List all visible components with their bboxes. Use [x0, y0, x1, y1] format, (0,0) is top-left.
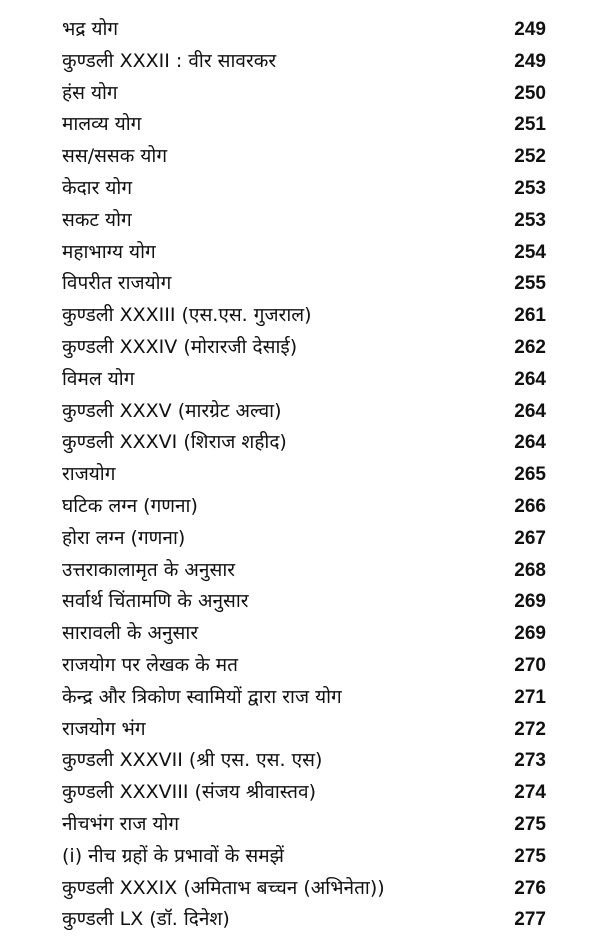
- toc-entry-page: 264: [514, 400, 546, 422]
- toc-entry: [62, 904, 546, 936]
- toc-entry-page: 254: [514, 241, 546, 263]
- toc-entry: [62, 332, 546, 364]
- toc-entry-page: 269: [514, 623, 546, 645]
- toc-entry: [62, 523, 546, 555]
- toc-entry-page: 261: [514, 305, 546, 327]
- toc-entry: [62, 777, 546, 809]
- toc-entry-title: विमल योग: [62, 367, 135, 390]
- toc-entry-page: 269: [514, 591, 546, 613]
- toc-entry: [62, 427, 546, 459]
- toc-entry-title: राजयोग: [62, 463, 116, 486]
- toc-entry-title: कुण्डली XXXVII (श्री एस. एस. एस): [62, 749, 323, 772]
- toc-entry: [62, 141, 546, 173]
- toc-entry-page: 250: [514, 82, 546, 104]
- toc-entry-title: केदार योग: [62, 176, 133, 199]
- toc-entry: [62, 491, 546, 523]
- toc-entry: [62, 46, 546, 78]
- toc-entry-title: नीचभंग राज योग: [62, 812, 180, 835]
- table-of-contents: [62, 14, 546, 936]
- toc-entry: [62, 555, 546, 587]
- toc-entry-title: सर्वार्थ चिंतामणि के अनुसार: [62, 590, 249, 613]
- toc-entry-page: 266: [514, 495, 546, 517]
- toc-entry: [62, 109, 546, 141]
- toc-entry: [62, 586, 546, 618]
- toc-entry-page: 272: [514, 718, 546, 740]
- toc-entry-page: 255: [514, 273, 546, 295]
- toc-entry: [62, 809, 546, 841]
- toc-entry: [62, 300, 546, 332]
- toc-entry-page: 275: [514, 813, 546, 835]
- toc-entry-title: कुण्डली XXXII : वीर सावरकर: [62, 49, 277, 72]
- toc-entry-title: राजयोग भंग: [62, 717, 146, 740]
- toc-entry-title: राजयोग पर लेखक के मत: [62, 653, 238, 676]
- toc-entry-title: कुण्डली XXXIX (अमिताभ बच्चन (अभिनेता)): [62, 876, 385, 899]
- toc-entry-page: 275: [514, 845, 546, 867]
- toc-entry: [62, 650, 546, 682]
- toc-entry-page: 249: [514, 19, 546, 40]
- toc-entry-page: 268: [514, 559, 546, 581]
- toc-entry-title: हंस योग: [62, 81, 118, 104]
- toc-entry-title: कुण्डली LX (डॉ. दिनेश): [62, 908, 230, 931]
- toc-entry-page: 265: [514, 464, 546, 486]
- toc-entry-title: सारावली के अनुसार: [62, 622, 199, 645]
- toc-entry: [62, 841, 546, 873]
- toc-entry-page: 252: [514, 146, 546, 168]
- toc-entry: [62, 364, 546, 396]
- toc-entry: [62, 714, 546, 746]
- toc-entry: [62, 268, 546, 300]
- toc-entry: [62, 173, 546, 205]
- toc-entry-page: 253: [514, 209, 546, 231]
- toc-entry: [62, 682, 546, 714]
- toc-entry-title: घटिक लग्न (गणना): [62, 494, 198, 517]
- toc-entry-title: कुण्डली XXXVIII (संजय श्रीवास्तव): [62, 781, 316, 804]
- toc-entry-title: (i) नीच ग्रहों के प्रभावों के समझें: [62, 844, 284, 867]
- toc-entry: [62, 237, 546, 269]
- toc-entry-page: 253: [514, 177, 546, 199]
- toc-entry-page: 271: [514, 686, 546, 708]
- toc-entry-title: भद्र योग: [62, 18, 119, 40]
- toc-entry-title: केन्द्र और त्रिकोण स्वामियों द्वारा राज योग: [62, 685, 342, 708]
- toc-entry-title: होरा लग्न (गणना): [62, 526, 186, 549]
- toc-entry-title: सस/ससक योग: [62, 145, 168, 168]
- toc-entry-page: 270: [514, 654, 546, 676]
- toc-entry-page: 262: [514, 336, 546, 358]
- toc-entry-title: कुण्डली XXXV (मारग्रेट अल्वा): [62, 399, 282, 422]
- toc-entry-page: 264: [514, 368, 546, 390]
- toc-entry-title: उत्तराकालामृत के अनुसार: [62, 558, 236, 581]
- toc-entry: [62, 14, 546, 46]
- toc-entry-page: 276: [514, 877, 546, 899]
- toc-entry: [62, 745, 546, 777]
- toc-entry: [62, 78, 546, 110]
- toc-entry-page: 249: [514, 50, 546, 72]
- toc-entry-title: महाभाग्य योग: [62, 240, 156, 263]
- toc-entry-title: कुण्डली XXXIV (मोरारजी देसाई): [62, 335, 298, 358]
- toc-entry-page: 251: [514, 114, 546, 136]
- toc-entry-title: मालव्य योग: [62, 113, 142, 136]
- toc-entry-title: कुण्डली XXXIII (एस.एस. गुजराल): [62, 304, 312, 327]
- toc-entry-page: 277: [514, 909, 546, 931]
- toc-entry-title: कुण्डली XXXVI (शिराज शहीद): [62, 431, 287, 454]
- toc-entry-title: सकट योग: [62, 208, 132, 231]
- toc-entry-title: विपरीत राजयोग: [62, 272, 172, 295]
- toc-entry: [62, 618, 546, 650]
- toc-entry: [62, 205, 546, 237]
- toc-entry: [62, 459, 546, 491]
- toc-entry-page: 267: [514, 527, 546, 549]
- toc-entry: [62, 873, 546, 905]
- toc-entry: [62, 396, 546, 428]
- toc-entry-page: 274: [514, 782, 546, 804]
- toc-entry-page: 264: [514, 432, 546, 454]
- toc-entry-page: 273: [514, 750, 546, 772]
